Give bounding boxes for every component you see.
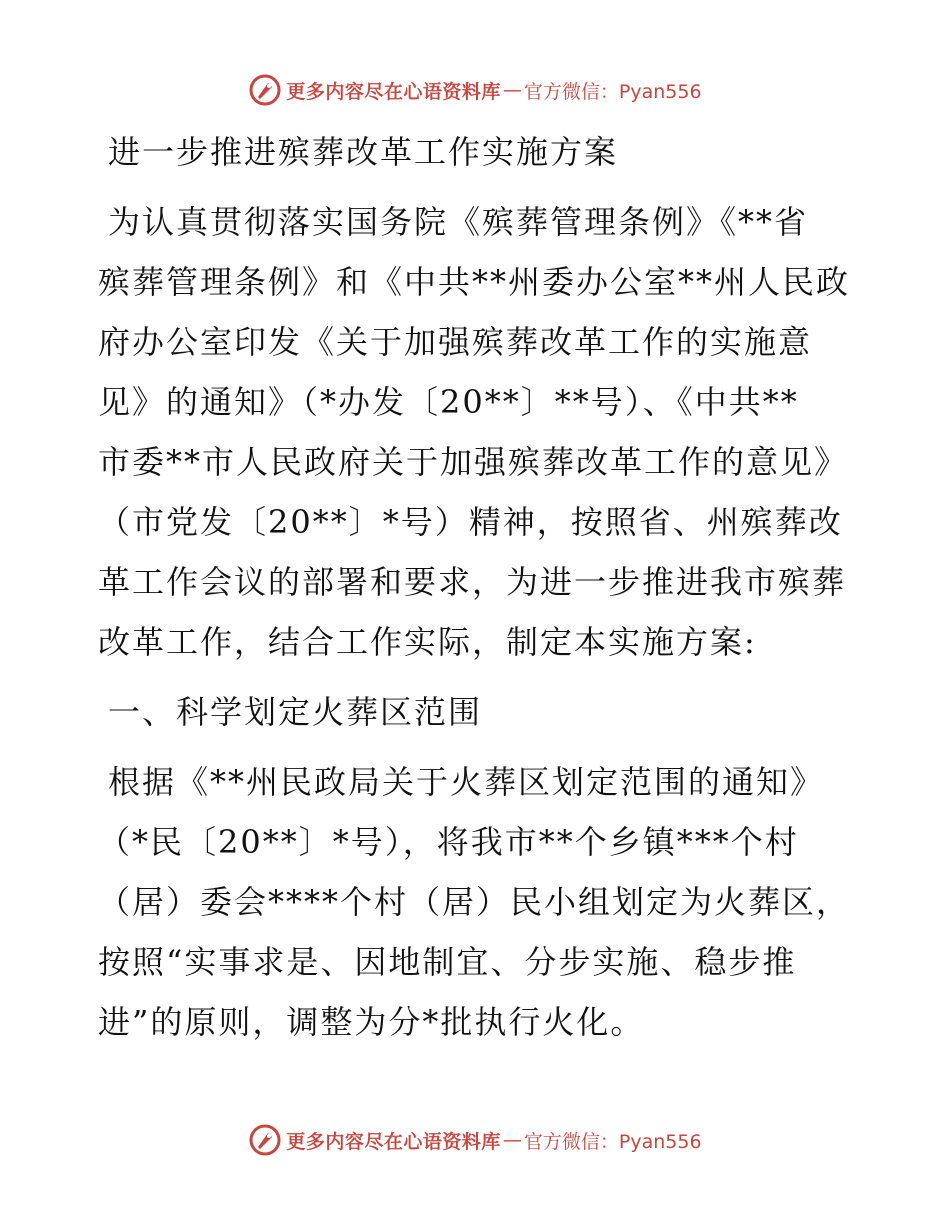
watermark-contact: 官方微信：Pyan556 [523, 1130, 702, 1153]
intro-paragraph [98, 192, 858, 672]
pen-nib-logo-icon [248, 1123, 282, 1157]
paragraph-line: （*民〔20**〕*号），将我市**个乡镇***个村 [98, 823, 799, 861]
watermark-brand: 更多内容尽在心语资料库 [286, 1130, 501, 1153]
paragraph-line: 革工作会议的部署和要求，为进一步推进我市殡葬 [98, 563, 847, 601]
paragraph-line: 改革工作，结合工作实际，制定本实施方案: [98, 623, 757, 661]
watermark-footer [0, 1120, 950, 1160]
paragraph-line: 府办公室印发《关于加强殡葬改革工作的实施意 [98, 323, 813, 361]
section-heading: 一、科学划定火葬区范围 [108, 693, 483, 731]
watermark-header [0, 70, 950, 110]
paragraph-line: 进”的原则，调整为分*批执行火化。 [98, 1003, 645, 1041]
watermark-brand: 更多内容尽在心语资料库 [286, 80, 501, 103]
watermark-separator: — [502, 1129, 522, 1151]
watermark-contact: 官方微信：Pyan556 [523, 80, 702, 103]
section1-paragraph [98, 752, 858, 1052]
paragraph-line: （市党发〔20**〕*号）精神，按照省、州殡葬改 [98, 503, 843, 541]
paragraph-line: 市委**市人民政府关于加强殡葬改革工作的意见》 [98, 443, 849, 481]
document-title: 进一步推进殡葬改革工作实施方案 [108, 133, 619, 171]
paragraph-line: 殡葬管理条例》和《中共**州委办公室**州人民政 [98, 263, 851, 301]
paragraph-line: 见》的通知》（*办发〔20**〕**号）、《中共** [98, 383, 799, 421]
watermark-separator: — [502, 79, 522, 101]
paragraph-line: 根据《**州民政局关于火葬区划定范围的通知》 [108, 763, 825, 801]
paragraph-line: 按照“实事求是、因地制宜、分步实施、稳步推 [98, 943, 797, 981]
pen-nib-logo-icon [248, 73, 282, 107]
paragraph-line: （居）委会****个村（居）民小组划定为火葬区， [98, 883, 851, 921]
paragraph-line: 为认真贯彻落实国务院《殡葬管理条例》《**省 [108, 203, 809, 241]
document-body [98, 122, 858, 1052]
